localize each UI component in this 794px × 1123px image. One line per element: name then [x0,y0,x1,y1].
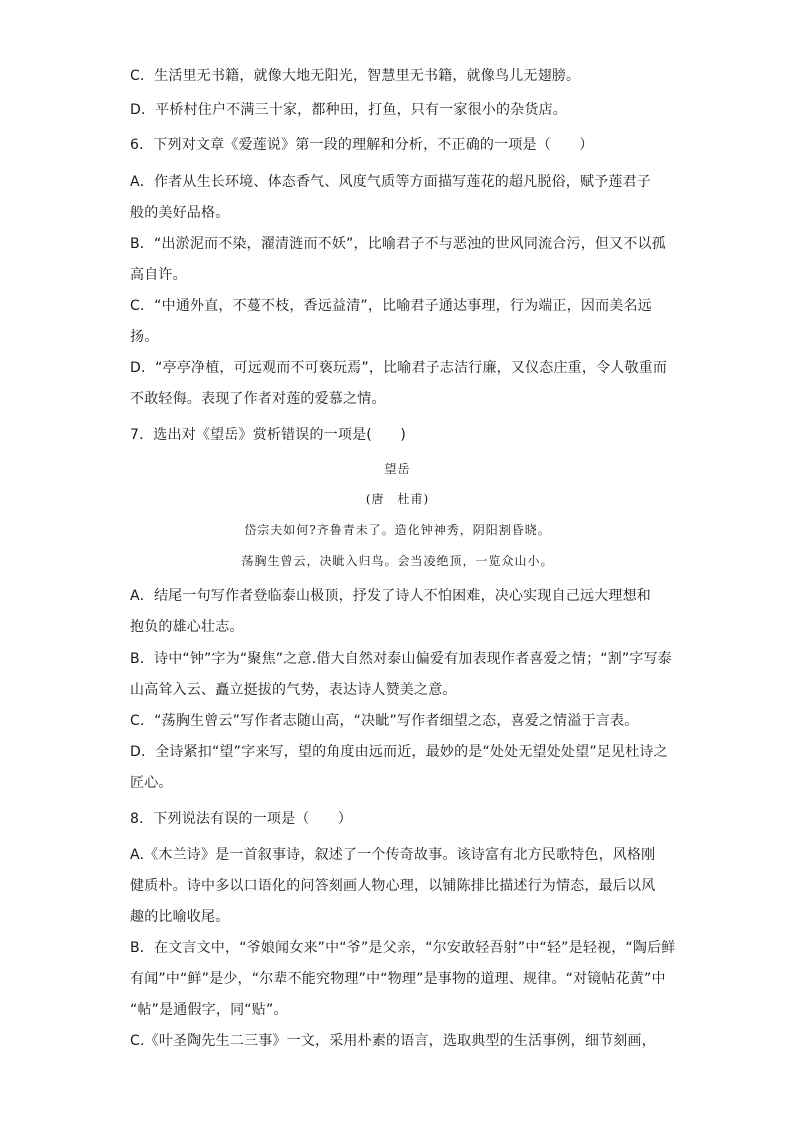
q7-option-a-line1: A．结尾一句写作者登临泰山极顶，抒发了诗人不怕困难，决心实现自己远大理想和 [130,588,651,604]
q7-option-c: C．“荡胸生曾云”写作者志随山高，“决眦”写作者细望之态，喜爱之情溢于言表。 [130,713,639,729]
q8-option-a-line1: A.《木兰诗》是一首叙事诗，叙述了一个传奇故事。该诗富有北方民歌特色，风格刚 [130,847,656,863]
q6-option-b-line2: 高自许。 [130,267,187,283]
q7-option-d-line1: D．全诗紧扣“望”字来写，望的角度由远而近，最妙的是“处处无望处处望”足见杜诗之 [130,744,668,760]
q8-option-b-line1: B．在文言文中，“爷娘闻女来”中“爷”是父亲，“尔安敢轻吾射”中“轻”是轻视，“陶后鲜 [130,940,676,956]
question-6-stem: 6．下列对文章《爱莲说》第一段的理解和分析，不正确的一项是（ ） [130,137,594,153]
q8-option-b-line2: 有闻”中“鲜”是少，“尔辈不能究物理”中“物理”是事物的道理、规律。“对镜帖花黄”中 [130,971,666,987]
option-c-q5: C．生活里无书籍，就像大地无阳光，智慧里无书籍，就像鸟儿无翅膀。 [130,68,581,84]
q8-option-a-line3: 趣的比喻收尾。 [130,909,230,925]
q8-option-b-line3: “帖”是通假字，同“贴”。 [130,1002,288,1018]
poem-line-2: 荡胸生曾云，决眦入归鸟。会当凌绝顶，一览众山小。 [241,554,554,568]
q6-option-a-line2: 般的美好品格。 [130,205,230,221]
q6-option-a-line1: A．作者从生长环境、体态香气、风度气质等方面描写莲花的超凡脱俗，赋予莲君子 [130,174,651,190]
q7-option-b-line2: 山高耸入云、矗立挺拔的气势，表达诗人赞美之意。 [130,682,457,698]
q6-option-b-line1: B．“出淤泥而不染，濯清涟而不妖”，比喻君子不与恶浊的世风同流合污，但又不以孤 [130,236,666,252]
q8-option-c-line1: C.《叶圣陶先生二三事》一文，采用朴素的语言，选取典型的生活事例，细节刻画， [130,1033,656,1049]
q6-option-d-line1: D．“亭亭净植，可远观而不可亵玩焉”，比喻君子志洁行廉，又仪态庄重，令人敬重而 [130,360,668,376]
q6-option-c-line1: C．“中通外直，不蔓不枝，香远益清”，比喻君子通达事理，行为端正，因而美名远 [130,298,652,314]
q8-option-a-line2: 健质朴。诗中多以口语化的问答刻画人物心理，以铺陈排比描述行为情态，最后以风 [130,878,656,894]
q6-option-c-line2: 扬。 [130,329,159,345]
poem-author: (唐 杜甫) [365,492,430,506]
poem-line-1: 岱宗夫如何?齐鲁青未了。造化钟神秀，阴阳割昏晓。 [244,523,551,537]
question-8-stem: 8．下列说法有误的一项是（ ） [130,811,353,827]
q7-option-d-line2: 匠心。 [130,775,173,791]
q7-option-b-line1: B．诗中“钟”字为“聚焦”之意.借大自然对泰山偏爱有加表现作者喜爱之情；“割”字写泰 [130,651,672,667]
option-d-q5: D．平桥村住户不满三十家，都种田，打鱼，只有一家很小的杂货店。 [130,102,567,118]
q7-option-a-line2: 抱负的雄心壮志。 [130,619,244,635]
q6-option-d-line2: 不敢轻侮。表现了作者对莲的爱慕之情。 [130,391,386,407]
question-7-stem: 7．选出对《望岳》赏析错误的一项是( ) [130,427,407,443]
poem-title: 望岳 [384,462,411,476]
